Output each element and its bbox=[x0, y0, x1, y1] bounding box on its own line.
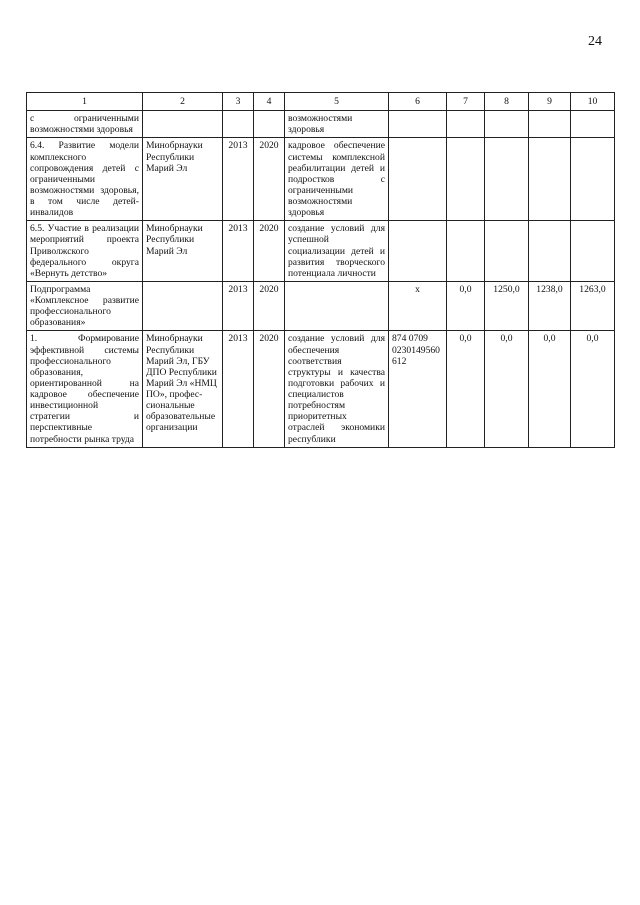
measure-name-cell: 1. Формирование эффективной системы профессионального образования, ориентированной на кадровое обеспечение инвестиционной стратегии и перспективные потребности рынка труда bbox=[27, 331, 143, 447]
value-cell bbox=[447, 111, 485, 138]
value-cell: 1238,0 bbox=[529, 281, 571, 331]
value-cell bbox=[571, 138, 615, 221]
expected-result-cell bbox=[285, 281, 389, 331]
measure-name-cell: с ограниченными возможностями здоровья bbox=[27, 111, 143, 138]
responsible-cell: Минобрнауки Республики Марий Эл, ГБУ ДПО Республики Марий Эл «НМЦ ПО», профес-сиональные образовательные организации bbox=[143, 331, 223, 447]
start-year-cell: 2013 bbox=[223, 221, 254, 282]
value-cell bbox=[485, 221, 529, 282]
table-row bbox=[27, 111, 615, 138]
start-year-cell bbox=[223, 111, 254, 138]
expected-result-cell: создание условий для обеспечения соответствия структуры и качества подготовки рабочих и специалистов потребностям приоритетных отраслей экономики республики bbox=[285, 331, 389, 447]
table-row bbox=[27, 331, 615, 447]
responsible-cell: Минобрнауки Республики Марий Эл bbox=[143, 138, 223, 221]
end-year-cell bbox=[254, 111, 285, 138]
column-header: 5 bbox=[285, 93, 389, 111]
column-header: 1 bbox=[27, 93, 143, 111]
page-number: 24 bbox=[588, 34, 602, 49]
end-year-cell: 2020 bbox=[254, 331, 285, 447]
column-header: 9 bbox=[529, 93, 571, 111]
value-cell: 0,0 bbox=[447, 331, 485, 447]
column-header: 10 bbox=[571, 93, 615, 111]
budget-code-cell bbox=[389, 138, 447, 221]
value-cell: 0,0 bbox=[485, 331, 529, 447]
expected-result-cell: создание условий для успешной социализации детей и развития творческого потенциала личности bbox=[285, 221, 389, 282]
budget-code-cell bbox=[389, 221, 447, 282]
start-year-cell: 2013 bbox=[223, 138, 254, 221]
budget-code-cell: 874 0709 0230149560 612 bbox=[389, 331, 447, 447]
value-cell: 1250,0 bbox=[485, 281, 529, 331]
responsible-cell bbox=[143, 281, 223, 331]
end-year-cell: 2020 bbox=[254, 281, 285, 331]
expected-result-cell: кадровое обеспечение системы комплексной реабилитации детей и подростков с ограниченными возможностями здоровья bbox=[285, 138, 389, 221]
table-row bbox=[27, 221, 615, 282]
column-header: 3 bbox=[223, 93, 254, 111]
value-cell bbox=[447, 138, 485, 221]
value-cell bbox=[529, 111, 571, 138]
end-year-cell: 2020 bbox=[254, 138, 285, 221]
column-header: 7 bbox=[447, 93, 485, 111]
responsible-cell bbox=[143, 111, 223, 138]
value-cell bbox=[571, 111, 615, 138]
start-year-cell: 2013 bbox=[223, 281, 254, 331]
value-cell: 0,0 bbox=[571, 331, 615, 447]
end-year-cell: 2020 bbox=[254, 221, 285, 282]
value-cell bbox=[571, 221, 615, 282]
measure-name-cell: 6.5. Участие в реализации мероприятий проекта Приволжского федерального округа «Вернуть детство» bbox=[27, 221, 143, 282]
table-row bbox=[27, 138, 615, 221]
measure-name-cell: 6.4. Развитие модели комплексного сопровождения детей с ограниченными возможностями здоровья, в том числе детей-инвалидов bbox=[27, 138, 143, 221]
value-cell bbox=[485, 138, 529, 221]
table-row-subprogram bbox=[27, 281, 615, 331]
value-cell: 0,0 bbox=[447, 281, 485, 331]
program-table-container bbox=[26, 92, 614, 448]
value-cell bbox=[529, 221, 571, 282]
expected-result-cell: возможностями здоровья bbox=[285, 111, 389, 138]
value-cell bbox=[447, 221, 485, 282]
value-cell bbox=[485, 111, 529, 138]
value-cell: 0,0 bbox=[529, 331, 571, 447]
responsible-cell: Минобрнауки Республики Марий Эл bbox=[143, 221, 223, 282]
value-cell: 1263,0 bbox=[571, 281, 615, 331]
column-header: 8 bbox=[485, 93, 529, 111]
value-cell bbox=[529, 138, 571, 221]
column-header: 4 bbox=[254, 93, 285, 111]
program-table bbox=[26, 92, 615, 448]
measure-name-cell: Подпрограмма «Комплексное развитие профессионального образования» bbox=[27, 281, 143, 331]
budget-code-cell: х bbox=[389, 281, 447, 331]
start-year-cell: 2013 bbox=[223, 331, 254, 447]
table-header-row bbox=[27, 93, 615, 111]
column-header: 2 bbox=[143, 93, 223, 111]
column-header: 6 bbox=[389, 93, 447, 111]
budget-code-cell bbox=[389, 111, 447, 138]
